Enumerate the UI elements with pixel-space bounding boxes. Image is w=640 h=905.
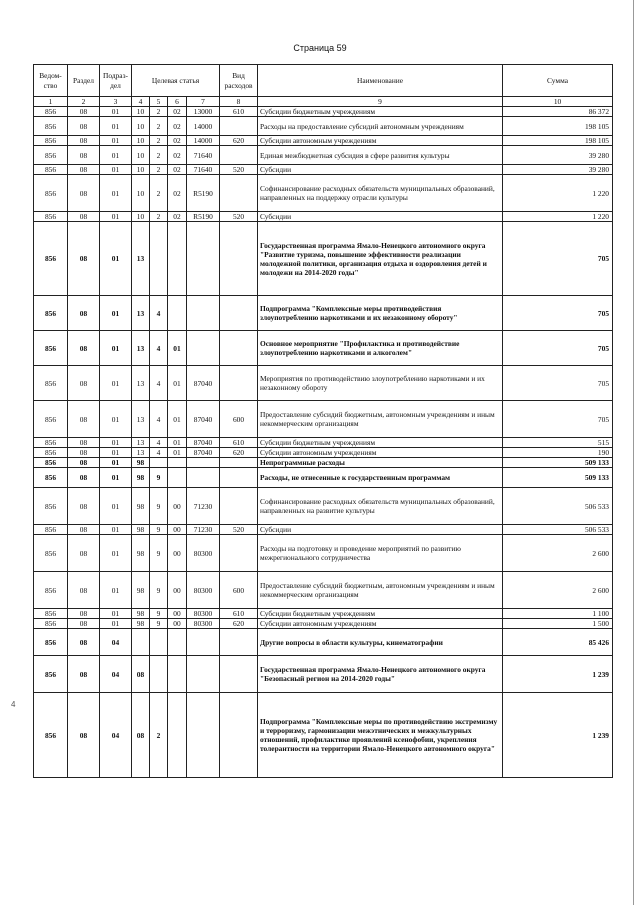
vedomstvo-cell: 856 [34, 525, 68, 535]
subprogram-code-cell: 2 [150, 146, 168, 165]
razdel-cell: 08 [68, 629, 100, 656]
name-cell: Подпрограмма "Комплексные меры противодействия злоупотреблению наркотиками и их незаконному обороту" [258, 296, 503, 331]
direction-code-cell: 87040 [187, 401, 220, 438]
subprogram-code-cell: 4 [150, 366, 168, 401]
program-code-cell: 10 [132, 107, 150, 117]
subprogram-code-cell [150, 629, 168, 656]
table-row [34, 366, 613, 401]
direction-code-cell [187, 222, 220, 296]
expense-type-cell: 610 [220, 609, 258, 619]
event-code-cell: 02 [168, 146, 187, 165]
vedomstvo-cell: 856 [34, 146, 68, 165]
subprogram-code-cell: 9 [150, 619, 168, 629]
sum-cell: 705 [503, 401, 613, 438]
table-row [34, 331, 613, 366]
event-code-cell [168, 629, 187, 656]
podrazdel-cell: 01 [100, 572, 132, 609]
name-cell: Мероприятия по противодействию злоупотреблению наркотиками и их незаконному обороту [258, 366, 503, 401]
column-index-cell: 7 [187, 97, 220, 107]
column-index-cell: 5 [150, 97, 168, 107]
direction-code-cell: 87040 [187, 448, 220, 458]
event-code-cell: 02 [168, 165, 187, 175]
table-row [34, 656, 613, 693]
header-vedomstvo: Ведом-ство [34, 65, 68, 97]
subprogram-code-cell [150, 222, 168, 296]
sum-cell: 1 220 [503, 175, 613, 212]
name-cell: Субсидии [258, 165, 503, 175]
program-code-cell: 08 [132, 693, 150, 778]
event-code-cell: 00 [168, 619, 187, 629]
name-cell: Предоставление субсидий бюджетным, автономным учреждениям и иным некоммерческим организациям [258, 572, 503, 609]
sum-cell: 86 372 [503, 107, 613, 117]
table-row [34, 107, 613, 117]
table-row [34, 448, 613, 458]
table-row [34, 146, 613, 165]
direction-code-cell: R5190 [187, 212, 220, 222]
program-code-cell: 98 [132, 468, 150, 488]
name-cell: Субсидии автономным учреждениям [258, 619, 503, 629]
table-row [34, 488, 613, 525]
vedomstvo-cell: 856 [34, 693, 68, 778]
column-index-cell: 2 [68, 97, 100, 107]
name-cell: Субсидии [258, 525, 503, 535]
event-code-cell [168, 458, 187, 468]
razdel-cell: 08 [68, 366, 100, 401]
sum-cell: 1 100 [503, 609, 613, 619]
name-cell: Софинансирование расходных обязательств муниципальных образований, направленных на развитие культуры [258, 488, 503, 525]
direction-code-cell: 71230 [187, 488, 220, 525]
event-code-cell [168, 222, 187, 296]
event-code-cell: 00 [168, 488, 187, 525]
podrazdel-cell: 01 [100, 458, 132, 468]
expense-type-cell [220, 146, 258, 165]
program-code-cell: 98 [132, 488, 150, 525]
razdel-cell: 08 [68, 175, 100, 212]
subprogram-code-cell [150, 458, 168, 468]
event-code-cell: 02 [168, 136, 187, 146]
name-cell: Софинансирование расходных обязательств муниципальных образований, направленных на поддержку отрасли культуры [258, 175, 503, 212]
table-row [34, 458, 613, 468]
subprogram-code-cell: 4 [150, 438, 168, 448]
vedomstvo-cell: 856 [34, 458, 68, 468]
event-code-cell: 00 [168, 609, 187, 619]
column-index-cell: 3 [100, 97, 132, 107]
subprogram-code-cell: 4 [150, 331, 168, 366]
vedomstvo-cell: 856 [34, 656, 68, 693]
expense-type-cell [220, 535, 258, 572]
razdel-cell: 08 [68, 488, 100, 525]
subprogram-code-cell: 2 [150, 212, 168, 222]
name-cell: Основное мероприятие "Профилактика и противодействие злоупотреблению наркотиками и алкоголем" [258, 331, 503, 366]
razdel-cell: 08 [68, 468, 100, 488]
razdel-cell: 08 [68, 117, 100, 136]
event-code-cell [168, 296, 187, 331]
razdel-cell: 08 [68, 212, 100, 222]
column-index-cell: 6 [168, 97, 187, 107]
name-cell: Субсидии бюджетным учреждениям [258, 107, 503, 117]
name-cell: Государственная программа Ямало-Ненецкого автономного округа "Безопасный регион на 2014-2020 годы" [258, 656, 503, 693]
subprogram-code-cell: 2 [150, 117, 168, 136]
name-cell: Единая межбюджетная субсидия в сфере развития культуры [258, 146, 503, 165]
razdel-cell: 08 [68, 535, 100, 572]
razdel-cell: 08 [68, 458, 100, 468]
table-row [34, 222, 613, 296]
name-cell: Предоставление субсидий бюджетным, автономным учреждениям и иным некоммерческим организациям [258, 401, 503, 438]
podrazdel-cell: 01 [100, 535, 132, 572]
program-code-cell: 10 [132, 146, 150, 165]
podrazdel-cell: 01 [100, 222, 132, 296]
direction-code-cell: 80300 [187, 609, 220, 619]
page-number: Страница 59 [293, 43, 347, 53]
table-row [34, 296, 613, 331]
direction-code-cell [187, 693, 220, 778]
podrazdel-cell: 01 [100, 438, 132, 448]
sum-cell: 515 [503, 438, 613, 448]
program-code-cell: 98 [132, 619, 150, 629]
table-row [34, 572, 613, 609]
subprogram-code-cell: 9 [150, 525, 168, 535]
expense-type-cell [220, 331, 258, 366]
razdel-cell: 08 [68, 438, 100, 448]
scan-edge-line [633, 0, 634, 905]
program-code-cell: 13 [132, 448, 150, 458]
column-index-cell: 10 [503, 97, 613, 107]
expense-type-cell [220, 629, 258, 656]
name-cell: Государственная программа Ямало-Ненецкого автономного округа "Развитие туризма, повышение эффективности реализации молодежной политики, организация отдыха и оздоровления детей и молодежи на 2014-2020 годы" [258, 222, 503, 296]
program-code-cell: 98 [132, 609, 150, 619]
subprogram-code-cell: 9 [150, 572, 168, 609]
event-code-cell: 01 [168, 401, 187, 438]
name-cell: Расходы на предоставление субсидий автономным учреждениям [258, 117, 503, 136]
sum-cell: 1 239 [503, 656, 613, 693]
column-index-cell: 1 [34, 97, 68, 107]
name-cell: Субсидии бюджетным учреждениям [258, 438, 503, 448]
podrazdel-cell: 01 [100, 609, 132, 619]
program-code-cell: 98 [132, 572, 150, 609]
podrazdel-cell: 04 [100, 656, 132, 693]
subprogram-code-cell: 2 [150, 693, 168, 778]
name-cell: Подпрограмма "Комплексные меры по противодействию экстремизму и терроризму, гармонизации межэтнических и межкультурных отношений, профилактике проявлений ксенофобии, укрепления толерантности на территории Ямало-Ненецкого автономного округа" [258, 693, 503, 778]
podrazdel-cell: 01 [100, 146, 132, 165]
header-celevaya-statya: Целевая статья [132, 65, 220, 97]
vedomstvo-cell: 856 [34, 107, 68, 117]
margin-mark: 4 [11, 700, 16, 709]
header-row [34, 65, 613, 97]
name-cell: Непрограммные расходы [258, 458, 503, 468]
vedomstvo-cell: 856 [34, 468, 68, 488]
direction-code-cell [187, 458, 220, 468]
razdel-cell: 08 [68, 222, 100, 296]
program-code-cell: 13 [132, 222, 150, 296]
podrazdel-cell: 01 [100, 331, 132, 366]
table-row [34, 619, 613, 629]
expense-type-cell [220, 117, 258, 136]
name-cell: Расходы, не отнесенные к государственным программам [258, 468, 503, 488]
expense-type-cell [220, 488, 258, 525]
event-code-cell: 01 [168, 438, 187, 448]
expense-type-cell: 520 [220, 525, 258, 535]
table-row [34, 609, 613, 619]
table-row [34, 117, 613, 136]
subprogram-code-cell: 2 [150, 165, 168, 175]
program-code-cell: 13 [132, 296, 150, 331]
subprogram-code-cell: 2 [150, 175, 168, 212]
program-code-cell: 10 [132, 165, 150, 175]
subprogram-code-cell: 2 [150, 136, 168, 146]
program-code-cell: 98 [132, 535, 150, 572]
direction-code-cell: 80300 [187, 619, 220, 629]
podrazdel-cell: 01 [100, 296, 132, 331]
sum-cell: 1 500 [503, 619, 613, 629]
table-row [34, 212, 613, 222]
program-code-cell: 13 [132, 366, 150, 401]
expense-type-cell: 520 [220, 165, 258, 175]
event-code-cell: 00 [168, 525, 187, 535]
sum-cell: 705 [503, 331, 613, 366]
subprogram-code-cell: 4 [150, 296, 168, 331]
podrazdel-cell: 01 [100, 468, 132, 488]
program-code-cell: 08 [132, 656, 150, 693]
vedomstvo-cell: 856 [34, 401, 68, 438]
podrazdel-cell: 01 [100, 525, 132, 535]
table-row [34, 525, 613, 535]
column-index-cell: 9 [258, 97, 503, 107]
program-code-cell: 13 [132, 331, 150, 366]
table-row [34, 438, 613, 448]
vedomstvo-cell: 856 [34, 438, 68, 448]
subprogram-code-cell: 4 [150, 448, 168, 458]
razdel-cell: 08 [68, 136, 100, 146]
vedomstvo-cell: 856 [34, 609, 68, 619]
vedomstvo-cell: 856 [34, 535, 68, 572]
direction-code-cell [187, 296, 220, 331]
podrazdel-cell: 01 [100, 107, 132, 117]
direction-code-cell [187, 468, 220, 488]
expense-type-cell: 620 [220, 448, 258, 458]
column-index-cell: 8 [220, 97, 258, 107]
expense-type-cell [220, 296, 258, 331]
direction-code-cell: 14000 [187, 136, 220, 146]
sum-cell: 506 533 [503, 525, 613, 535]
subprogram-code-cell: 4 [150, 401, 168, 438]
sum-cell: 509 133 [503, 468, 613, 488]
razdel-cell: 08 [68, 107, 100, 117]
expense-type-cell [220, 693, 258, 778]
razdel-cell: 08 [68, 609, 100, 619]
sum-cell: 705 [503, 366, 613, 401]
sum-cell: 1 239 [503, 693, 613, 778]
sum-cell: 85 426 [503, 629, 613, 656]
event-code-cell: 02 [168, 212, 187, 222]
podrazdel-cell: 01 [100, 366, 132, 401]
table-row [34, 468, 613, 488]
razdel-cell: 08 [68, 401, 100, 438]
vedomstvo-cell: 856 [34, 222, 68, 296]
razdel-cell: 08 [68, 331, 100, 366]
table-row [34, 535, 613, 572]
expense-type-cell: 520 [220, 212, 258, 222]
sum-cell: 2 600 [503, 535, 613, 572]
direction-code-cell [187, 629, 220, 656]
name-cell: Субсидии автономным учреждениям [258, 448, 503, 458]
program-code-cell: 98 [132, 525, 150, 535]
vedomstvo-cell: 856 [34, 296, 68, 331]
razdel-cell: 08 [68, 619, 100, 629]
header-podrazdel: Подраз-дел [100, 65, 132, 97]
direction-code-cell [187, 331, 220, 366]
header-naimenovanie: Наименование [258, 65, 503, 97]
event-code-cell [168, 693, 187, 778]
column-index-cell: 4 [132, 97, 150, 107]
expense-type-cell: 600 [220, 401, 258, 438]
vedomstvo-cell: 856 [34, 331, 68, 366]
razdel-cell: 08 [68, 656, 100, 693]
program-code-cell: 10 [132, 117, 150, 136]
program-code-cell: 13 [132, 438, 150, 448]
event-code-cell: 00 [168, 572, 187, 609]
program-code-cell: 10 [132, 175, 150, 212]
expense-type-cell: 620 [220, 619, 258, 629]
razdel-cell: 08 [68, 525, 100, 535]
sum-cell: 2 600 [503, 572, 613, 609]
event-code-cell: 00 [168, 535, 187, 572]
expense-type-cell [220, 656, 258, 693]
vedomstvo-cell: 856 [34, 175, 68, 212]
direction-code-cell: R5190 [187, 175, 220, 212]
podrazdel-cell: 04 [100, 629, 132, 656]
event-code-cell: 02 [168, 107, 187, 117]
table-row [34, 175, 613, 212]
razdel-cell: 08 [68, 693, 100, 778]
direction-code-cell: 71230 [187, 525, 220, 535]
table-row [34, 136, 613, 146]
event-code-cell [168, 656, 187, 693]
razdel-cell: 08 [68, 146, 100, 165]
podrazdel-cell: 01 [100, 165, 132, 175]
direction-code-cell: 87040 [187, 438, 220, 448]
direction-code-cell: 71640 [187, 146, 220, 165]
subprogram-code-cell: 2 [150, 107, 168, 117]
sum-cell: 705 [503, 222, 613, 296]
sum-cell: 190 [503, 448, 613, 458]
vedomstvo-cell: 856 [34, 488, 68, 525]
direction-code-cell: 87040 [187, 366, 220, 401]
expense-type-cell [220, 175, 258, 212]
expense-type-cell: 610 [220, 107, 258, 117]
expense-type-cell [220, 468, 258, 488]
sum-cell: 506 533 [503, 488, 613, 525]
podrazdel-cell: 01 [100, 136, 132, 146]
table-row [34, 629, 613, 656]
expense-type-cell: 600 [220, 572, 258, 609]
podrazdel-cell: 04 [100, 693, 132, 778]
event-code-cell [168, 468, 187, 488]
podrazdel-cell: 01 [100, 175, 132, 212]
event-code-cell: 02 [168, 175, 187, 212]
event-code-cell: 02 [168, 117, 187, 136]
table-row [34, 693, 613, 778]
name-cell: Субсидии бюджетным учреждениям [258, 609, 503, 619]
vedomstvo-cell: 856 [34, 136, 68, 146]
event-code-cell: 01 [168, 366, 187, 401]
name-cell: Субсидии [258, 212, 503, 222]
expense-type-cell: 610 [220, 438, 258, 448]
direction-code-cell [187, 656, 220, 693]
subprogram-code-cell: 9 [150, 468, 168, 488]
event-code-cell: 01 [168, 448, 187, 458]
podrazdel-cell: 01 [100, 212, 132, 222]
expense-type-cell: 620 [220, 136, 258, 146]
program-code-cell: 13 [132, 401, 150, 438]
razdel-cell: 08 [68, 572, 100, 609]
direction-code-cell: 71640 [187, 165, 220, 175]
podrazdel-cell: 01 [100, 488, 132, 525]
podrazdel-cell: 01 [100, 117, 132, 136]
direction-code-cell: 14000 [187, 117, 220, 136]
subprogram-code-cell [150, 656, 168, 693]
sum-cell: 509 133 [503, 458, 613, 468]
subprogram-code-cell: 9 [150, 535, 168, 572]
header-razdel: Раздел [68, 65, 100, 97]
table-row [34, 165, 613, 175]
program-code-cell [132, 629, 150, 656]
name-cell: Расходы на подготовку и проведение мероприятий по развитию межрегионального сотрудничества [258, 535, 503, 572]
vedomstvo-cell: 856 [34, 572, 68, 609]
table-row [34, 401, 613, 438]
vedomstvo-cell: 856 [34, 619, 68, 629]
subprogram-code-cell: 9 [150, 488, 168, 525]
header-summa: Сумма [503, 65, 613, 97]
vedomstvo-cell: 856 [34, 629, 68, 656]
sum-cell: 198 105 [503, 136, 613, 146]
sum-cell: 1 220 [503, 212, 613, 222]
sum-cell: 39 280 [503, 165, 613, 175]
header-vid-rashodov: Вид расходов [220, 65, 258, 97]
expense-type-cell [220, 458, 258, 468]
name-cell: Другие вопросы в области культуры, кинематографии [258, 629, 503, 656]
razdel-cell: 08 [68, 448, 100, 458]
budget-table [33, 64, 613, 778]
podrazdel-cell: 01 [100, 448, 132, 458]
column-index-row [34, 97, 613, 107]
expense-type-cell [220, 222, 258, 296]
razdel-cell: 08 [68, 296, 100, 331]
vedomstvo-cell: 856 [34, 366, 68, 401]
direction-code-cell: 80300 [187, 572, 220, 609]
sum-cell: 705 [503, 296, 613, 331]
sum-cell: 198 105 [503, 117, 613, 136]
subprogram-code-cell: 9 [150, 609, 168, 619]
program-code-cell: 10 [132, 136, 150, 146]
expense-type-cell [220, 366, 258, 401]
vedomstvo-cell: 856 [34, 117, 68, 136]
program-code-cell: 10 [132, 212, 150, 222]
podrazdel-cell: 01 [100, 401, 132, 438]
name-cell: Субсидии автономным учреждениям [258, 136, 503, 146]
direction-code-cell: 80300 [187, 535, 220, 572]
event-code-cell: 01 [168, 331, 187, 366]
sum-cell: 39 280 [503, 146, 613, 165]
vedomstvo-cell: 856 [34, 165, 68, 175]
podrazdel-cell: 01 [100, 619, 132, 629]
vedomstvo-cell: 856 [34, 212, 68, 222]
program-code-cell: 98 [132, 458, 150, 468]
razdel-cell: 08 [68, 165, 100, 175]
direction-code-cell: 13000 [187, 107, 220, 117]
vedomstvo-cell: 856 [34, 448, 68, 458]
